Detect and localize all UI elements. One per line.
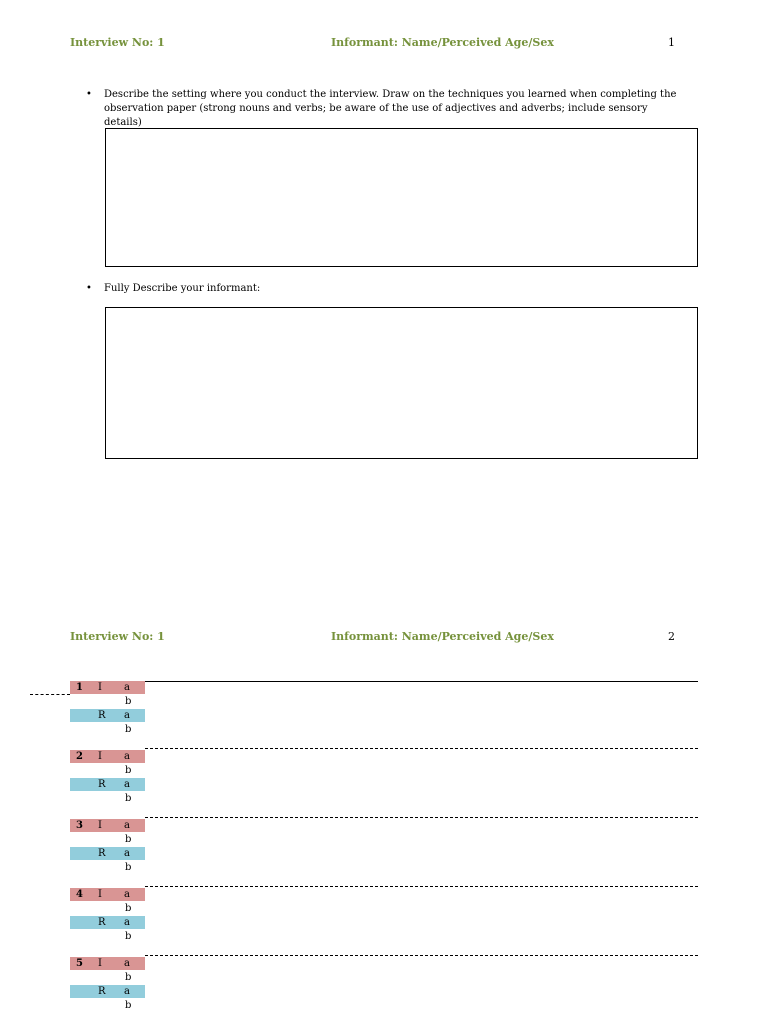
row-divider [145, 955, 698, 956]
respondent-label: R [98, 710, 106, 721]
line-b: b [125, 931, 132, 942]
page-2 [0, 620, 768, 1024]
line-a: a [124, 917, 130, 928]
interviewer-label: I [98, 682, 102, 693]
line-a: a [124, 986, 130, 997]
question-number: 3 [76, 820, 83, 831]
respondent-label: R [98, 917, 106, 928]
setting-text-box[interactable] [105, 128, 698, 267]
question-row-1[interactable] [70, 681, 698, 741]
line-b: b [125, 765, 132, 776]
line-a: a [124, 820, 130, 831]
question-row-3[interactable] [70, 819, 698, 879]
respondent-label: R [98, 848, 106, 859]
page-number: 1 [668, 36, 675, 49]
line-a: a [124, 889, 130, 900]
bullet-text: Fully Describe your informant: [104, 283, 261, 294]
line-b: b [125, 862, 132, 873]
line-b: b [125, 1000, 132, 1011]
line-a: a [124, 848, 130, 859]
respondent-bar [70, 985, 145, 998]
question-number: 5 [76, 958, 83, 969]
informant-text-box[interactable] [105, 307, 698, 459]
question-row-2[interactable] [70, 750, 698, 810]
question-number: 4 [76, 889, 83, 900]
row-divider [145, 748, 698, 749]
line-b: b [125, 903, 132, 914]
interviewer-label: I [98, 889, 102, 900]
row-divider [145, 886, 698, 887]
header-informant: Informant: Name/Perceived Age/Sex [331, 36, 554, 49]
line-a: a [124, 682, 130, 693]
line-b: b [125, 724, 132, 735]
line-a: a [124, 751, 130, 762]
respondent-bar [70, 709, 145, 722]
respondent-bar [70, 847, 145, 860]
question-number: 1 [76, 682, 83, 693]
line-b: b [125, 696, 132, 707]
table-lead-dash [30, 694, 70, 695]
respondent-bar [70, 916, 145, 929]
bullet-icon: • [86, 283, 92, 294]
line-a: a [124, 958, 130, 969]
bullet-icon: • [86, 89, 92, 100]
respondent-label: R [98, 779, 106, 790]
interviewer-label: I [98, 958, 102, 969]
bullet-text: Describe the setting where you conduct the interview. Draw on the techniques you learned when completing the observation paper (strong nouns and verbs; be aware of the use of adjectives and adverbs; include sensory details) [104, 89, 677, 128]
line-b: b [125, 793, 132, 804]
header-informant: Informant: Name/Perceived Age/Sex [331, 630, 554, 643]
respondent-label: R [98, 986, 106, 997]
question-number: 2 [76, 751, 83, 762]
header-interview-no: Interview No: 1 [70, 630, 165, 643]
respondent-bar [70, 778, 145, 791]
interviewer-label: I [98, 820, 102, 831]
line-a: a [124, 779, 130, 790]
line-b: b [125, 972, 132, 983]
interviewer-label: I [98, 751, 102, 762]
question-row-5[interactable] [70, 957, 698, 1017]
line-b: b [125, 834, 132, 845]
row-divider [145, 817, 698, 818]
line-a: a [124, 710, 130, 721]
question-row-4[interactable] [70, 888, 698, 948]
header-interview-no: Interview No: 1 [70, 36, 165, 49]
page-number: 2 [668, 630, 675, 643]
